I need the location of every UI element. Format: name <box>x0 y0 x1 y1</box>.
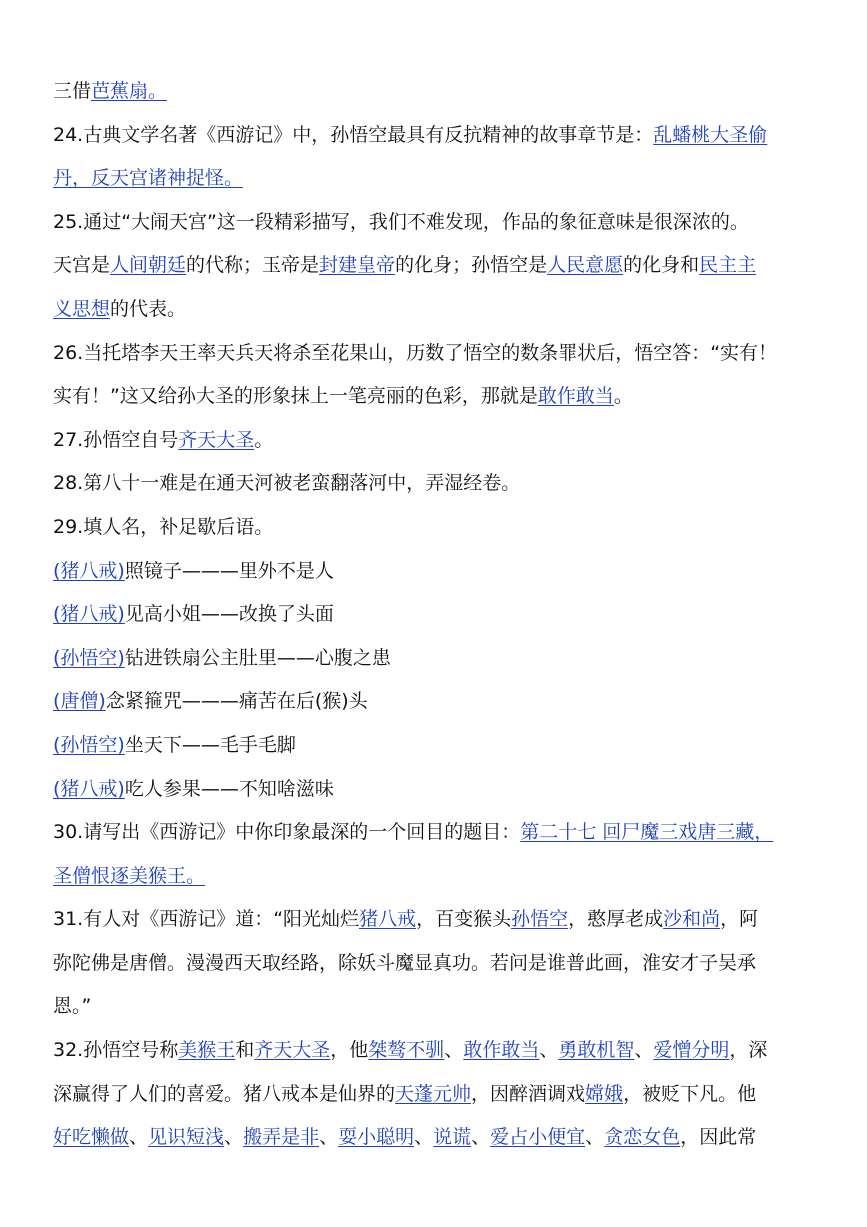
text-line <box>53 811 827 855</box>
answer-text: 丹，反天宫诸神捉怪。 <box>53 167 244 190</box>
answer-text: 贪恋女色 <box>604 1126 681 1149</box>
answer-text: 美猴王 <box>178 1039 236 1062</box>
answer-text: 人间朝廷 <box>110 254 187 277</box>
text-line <box>53 114 827 158</box>
question-text: 、 <box>634 1039 654 1062</box>
answer-text: 齐天大圣 <box>178 428 255 451</box>
question-text: 32.孙悟空号称 <box>53 1039 179 1062</box>
question-text: ，他 <box>330 1039 369 1062</box>
text-line <box>53 375 827 419</box>
answer-text: 嫦娥 <box>585 1082 624 1105</box>
answer-text: 民主主 <box>699 254 757 277</box>
answer-text: 孙悟空 <box>511 908 569 931</box>
text-line <box>53 680 827 724</box>
question-text: 念紧箍咒———痛苦在后(猴)头 <box>105 690 368 713</box>
answer-text: (孙悟空) <box>53 646 125 669</box>
text-line <box>53 506 827 550</box>
question-text: 吃人参果——不知啥滋味 <box>124 777 334 800</box>
text-line <box>53 898 827 942</box>
text-line <box>53 244 827 288</box>
text-line <box>53 201 827 245</box>
question-text: 26.当托塔李天王率天兵天将杀至花果山，历数了悟空的数条罪状后，悟空答：“实有！ <box>53 341 778 364</box>
text-line <box>53 157 827 201</box>
question-text: 、 <box>444 1039 464 1062</box>
answer-text: 爱占小便宜 <box>490 1126 586 1149</box>
question-text: 实有！”这又给孙大圣的形象抹上一笔亮丽的色彩，那就是 <box>53 385 538 408</box>
text-line <box>53 462 827 506</box>
question-text: 和 <box>235 1039 255 1062</box>
question-text: 、 <box>319 1126 339 1149</box>
answer-text: 猪八戒 <box>359 908 417 931</box>
question-text: 照镜子———里外不是人 <box>124 559 334 582</box>
answer-text: (唐僧) <box>53 690 106 713</box>
question-text: 30.请写出《西游记》中你印象最深的一个回目的题目： <box>53 821 521 844</box>
question-text: 弥陀佛是唐僧。漫漫西天取经路，除妖斗魔显真功。若问是谁普此画，淮安才子吴承 <box>53 951 757 974</box>
question-text: ，因醉酒调戏 <box>471 1082 586 1105</box>
answer-text: (孙悟空) <box>53 733 125 756</box>
answer-text: 天蓬元帅 <box>395 1082 472 1105</box>
answer-text: 好吃懒做 <box>53 1126 130 1149</box>
text-line <box>53 550 827 594</box>
text-line <box>53 942 827 986</box>
text-line <box>53 1073 827 1117</box>
question-text: 25.通过“大闹天宫”这一段精彩描写，我们不难发现，作品的象征意味是很深浓的。 <box>53 210 749 233</box>
question-text: 恩。” <box>53 995 92 1018</box>
text-line <box>53 1029 827 1073</box>
question-text: 、 <box>585 1126 605 1149</box>
question-text: ，百变猴头 <box>416 908 512 931</box>
answer-text: 敢作敢当 <box>537 385 614 408</box>
question-text: 、 <box>224 1126 244 1149</box>
text-line <box>53 855 827 899</box>
answer-text: 齐天大圣 <box>254 1039 331 1062</box>
question-text: 坐天下——毛手毛脚 <box>124 733 296 756</box>
answer-text: 敢作敢当 <box>463 1039 540 1062</box>
question-text: 。 <box>254 428 274 451</box>
question-text: 的代表。 <box>110 297 187 320</box>
text-line <box>53 419 827 463</box>
question-text: 的化身和 <box>623 254 700 277</box>
question-text: 钻进铁扇公主肚里——心腹之患 <box>124 646 391 669</box>
text-line <box>53 768 827 812</box>
question-text: 的化身；孙悟空是 <box>395 254 548 277</box>
answer-text: 封建皇帝 <box>319 254 396 277</box>
answer-text: 圣僧恨逐美猴王。 <box>53 864 206 887</box>
answer-text: 桀骜不驯 <box>368 1039 445 1062</box>
answer-text: 芭蕉扇。 <box>91 80 168 102</box>
answer-text: 搬弄是非 <box>243 1126 320 1149</box>
question-text: ，深 <box>729 1039 768 1062</box>
question-text: 31.有人对《西游记》道：“阳光灿烂 <box>53 908 360 931</box>
question-text: ，因此常 <box>680 1126 757 1149</box>
text-line <box>53 985 827 1029</box>
question-text: 、 <box>414 1126 434 1149</box>
question-text: 、 <box>471 1126 491 1149</box>
question-text: ，被贬下凡。他 <box>623 1082 757 1105</box>
text-line <box>53 1116 827 1160</box>
question-text: 、 <box>129 1126 149 1149</box>
text-line <box>53 332 827 376</box>
question-text: 24.古典文学名著《西游记》中，孙悟空最具有反抗精神的故事章节是： <box>53 123 654 146</box>
answer-text: (猪八戒) <box>53 559 125 582</box>
answer-text: 第二十七 回尸魔三戏唐三藏， <box>520 821 774 844</box>
answer-text: (猪八戒) <box>53 603 125 626</box>
question-text: 。 <box>613 385 633 408</box>
question-text: 深赢得了人们的喜爱。猪八戒本是仙界的 <box>53 1082 396 1105</box>
answer-text: 义思想 <box>53 297 111 320</box>
question-text: 28.第八十一难是在通天河被老蛮翻落河中，弄湿经卷。 <box>53 472 521 495</box>
text-line <box>53 637 827 681</box>
question-text: 27.孙悟空自号 <box>53 428 179 451</box>
answer-text: 耍小聪明 <box>338 1126 415 1149</box>
answer-text: 爱憎分明 <box>653 1039 730 1062</box>
answer-text: (猪八戒) <box>53 777 125 800</box>
answer-text: 说谎 <box>433 1126 472 1149</box>
text-line <box>53 724 827 768</box>
question-text: 见高小姐——改换了头面 <box>124 603 334 626</box>
text-line <box>53 70 827 114</box>
answer-text: 见识短浅 <box>148 1126 225 1149</box>
answer-text: 沙和尚 <box>663 908 721 931</box>
text-line <box>53 593 827 637</box>
question-text: 三借 <box>53 80 92 102</box>
answer-text: 人民意愿 <box>547 254 624 277</box>
question-text: ，憨厚老成 <box>568 908 664 931</box>
text-line <box>53 288 827 332</box>
answer-text: 勇敢机智 <box>558 1039 635 1062</box>
question-text: ，阿 <box>720 908 759 931</box>
answer-text: 乱蟠桃大圣偷 <box>653 123 768 146</box>
question-text: 的代称；玉帝是 <box>186 254 320 277</box>
question-text: 、 <box>539 1039 559 1062</box>
question-text: 29.填人名，补足歇后语。 <box>53 515 274 538</box>
question-text: 天宫是 <box>53 254 111 277</box>
